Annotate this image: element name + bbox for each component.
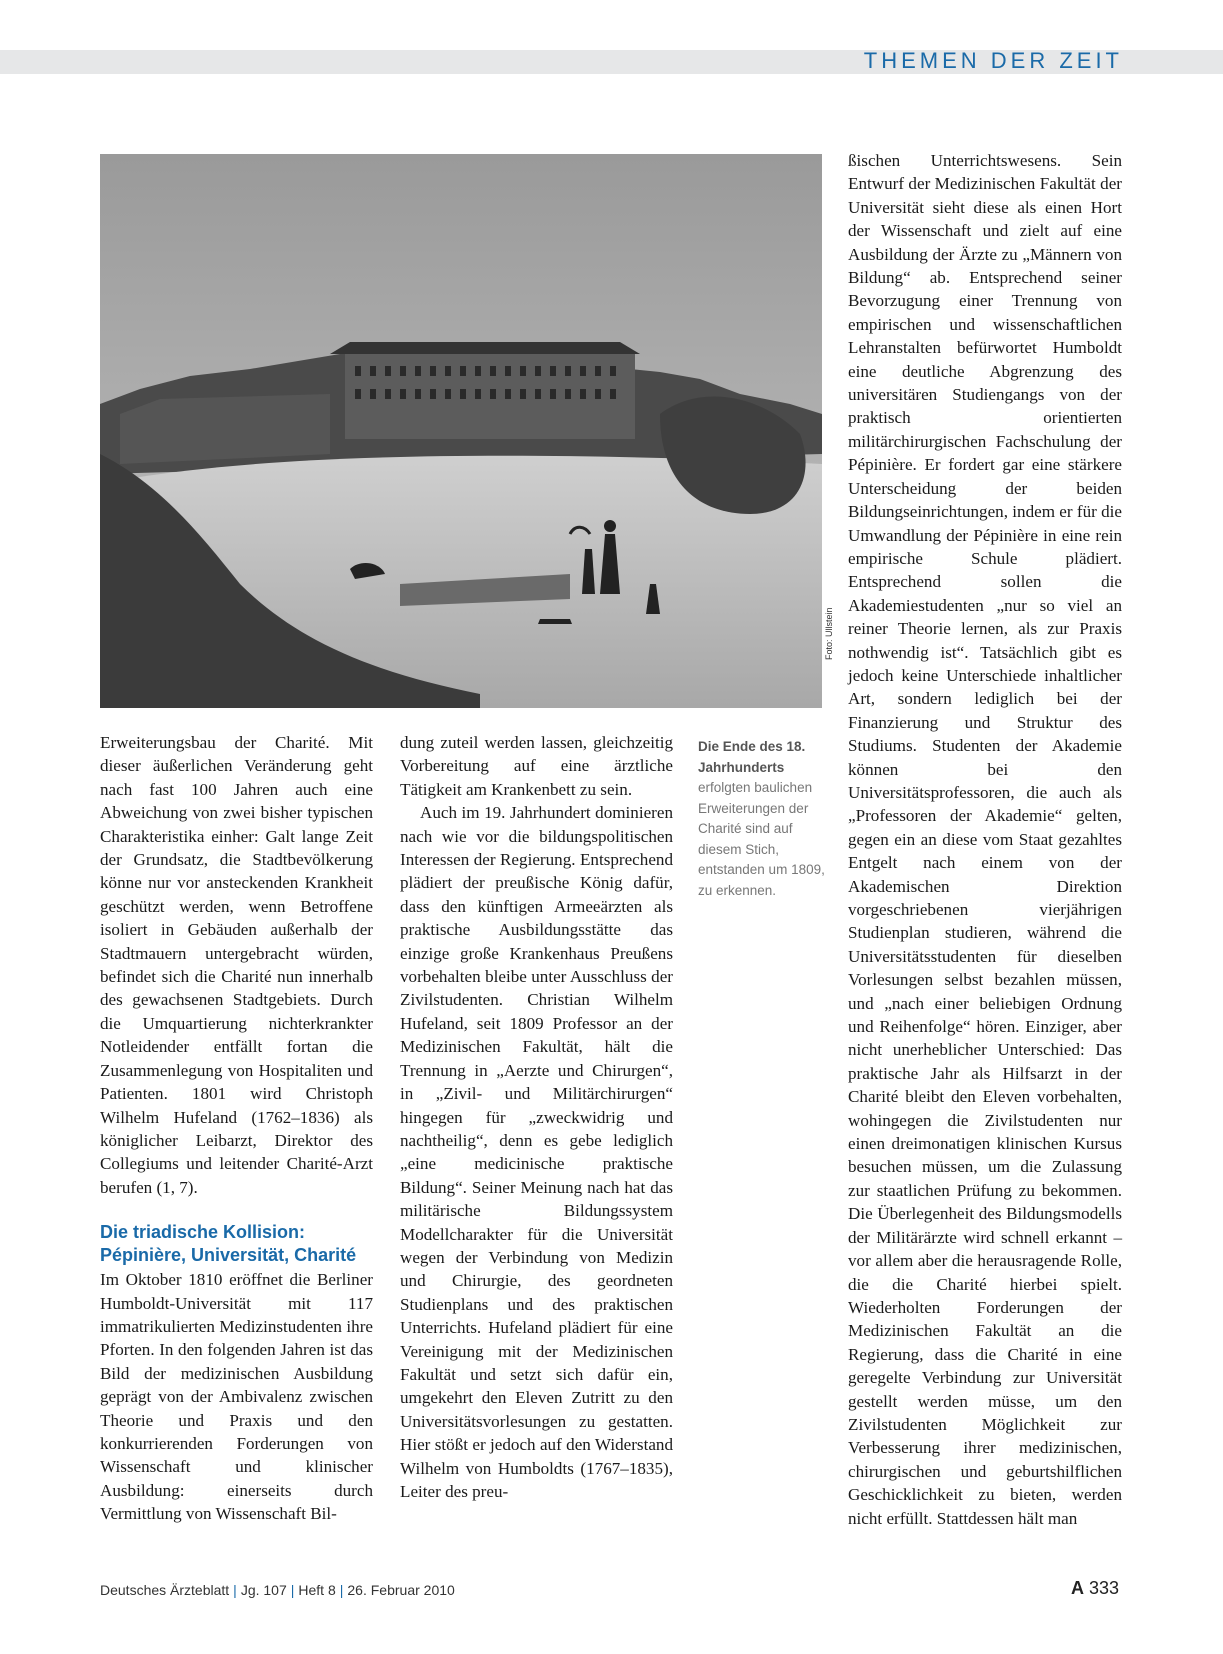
- paragraph: ßischen Unterrichtswesens. Sein Entwurf der Medizinischen Fakultät der Universität sieht diese als einen Hort der Wissenschaft und zielt auf eine Ausbildung der Ärzte zu „Männern von Bildung“ ab. Entsprechend seiner Bevorzugung einer Trennung von empirischen und wissenschaftlichen Lehranstalten befürwortet Humboldt eine deutliche Abgrenzung des universitären Studiengangs von der praktisch orientierten militärchirurgischen Fachschulung der Pépinière. Er fordert gar eine stärkere Unterscheidung der beiden Bildungseinrichtungen, indem er für die Umwandlung der Pépinière in eine rein empirische Schule plädiert. Entsprechend sollen die Akademiestudenten „nur so viel an reiner Theorie lernen, als zur Praxis nothwendig ist“. Tatsächlich gibt es jedoch keine Unterschiede inhaltlicher Art, sondern lediglich bei der Finanzierung und Struktur des Studiums. Studenten der Akademie können bei den Universitätsprofessoren, die auch als „Professoren der Akademie“ gelten, gegen ein an diese vom Staat gezahltes Entgelt nach einem von der Akademischen Direktion vorgeschriebenen vierjährigen Studienplan studieren, während die Universitätsstudenten für dieselben Vorlesungen selbst bezahlen müssen, und „nach einer beliebigen Ordnung und Reihenfolge“ hören. Einziger, aber nicht unerheblicher Unterschied: Das praktische Jahr als Hilfsarzt in der Charité bleibt den Eleven vorbehalten, wohingegen die Zivilstudenten nur einen dreimonatigen klinischen Kursus besuchen müssen, um die Zulassung zur staatlichen Prüfung zu bekommen. Die Überlegenheit des Bildungsmodells der Militärärzte wird schnell erkannt – vor allem aber die herausragende Rolle, die die Charité hierbei spielt. Wiederholten Forderungen der Medizinischen Fakultät an die Regierung, dass die Charité in eine geregelte Verbindung zur Universität gestellt werden müsse, um den Zivilstudenten Möglichkeit zur Verbesserung ihrer medizinischen, chirurgischen und geburtshilflichen Geschicklichkeit zu bieten, werden nicht erfüllt. Stattdessen hält man: [848, 151, 1122, 1528]
- footer: [100, 1582, 455, 1598]
- subheading-line-2: Pépinière, Universität, Charité: [100, 1245, 357, 1266]
- journal-name: Deutsches Ärzteblatt: [100, 1582, 230, 1598]
- footer-separator: |: [233, 1582, 237, 1598]
- paragraph: Auch im 19. Jahrhundert dominieren nach wie vor die bildungspolitischen Interessen der Regierung. Entsprechend plädiert der preußische König dafür, dass den künftigen Armeeärzten als praktische Ausbildungsstätte das einzige große Krankenhaus Preußens vorbehalten bleibe unter Ausschluss der Zivilstudenten. Christian Wilhelm Hufeland, seit 1809 Professor an der Medizinischen Fakultät, hält die Trennung in „Aerzte und Chirurgen“, in „Zivil- und Militärchirurgen“ hingegen für „zweckwidrig und nachtheilig“, denn es gebe lediglich „eine medicinische praktische Bildung“. Seiner Meinung nach hat das militärische Bildungssystem Modellcharakter für die Universität wegen der Verbindung von Medizin und Chirurgie, des geordneten Studienplans und des praktischen Unterrichts. Hufeland plädiert für eine Vereinigung mit der Medizinischen Fakultät und setzt sich dafür ein, umgekehrt den Eleven Zutritt zu den Universitätsvorlesungen zu gestatten. Hier stößt er jedoch auf den Widerstand Wilhelm von Humboldts (1767–1835), Leiter des preu-: [400, 803, 673, 1501]
- engraving-image: [100, 154, 822, 708]
- column-2: [400, 731, 673, 1503]
- footer-separator: |: [339, 1582, 344, 1598]
- column-3: [848, 149, 1122, 1530]
- footer-separator: |: [290, 1582, 295, 1598]
- issue-date: 26. Februar 2010: [347, 1582, 455, 1598]
- column-1: [100, 731, 373, 1526]
- photo-credit: Foto: Ullstein: [824, 607, 834, 660]
- page-number: [1071, 1578, 1119, 1599]
- journal-issue: Heft 8: [298, 1582, 336, 1598]
- journal-volume: Jg. 107: [240, 1582, 287, 1598]
- page-prefix: A: [1070, 1578, 1084, 1598]
- caption-heading: Die Ende des 18. Jahrhunderts: [698, 739, 806, 775]
- subheading-line-1: Die triadische Kollision:: [100, 1222, 306, 1243]
- page-number-value: 333: [1088, 1578, 1119, 1598]
- section-title: THEMEN DER ZEIT: [863, 48, 1123, 73]
- paragraph: dung zuteil werden lassen, gleichzeitig Vorbereitung auf eine ärztliche Tätigkeit am Krankenbett zu sein.: [400, 733, 673, 799]
- image-caption: [698, 737, 828, 901]
- charite-engraving: [100, 154, 822, 708]
- paragraph: Erweiterungsbau der Charité. Mit dieser äußerlichen Veränderung geht nach fast 100 Jahren auch eine Abweichung von zwei bisher typischen Charakteristika einher: Galt lange Zeit der Grundsatz, die Stadtbevölkerung könne nur vor ansteckenden Krankheit geschützt werden, wenn Betroffene isoliert in Gebäuden außerhalb der Stadtmauern untergebracht würden, befindet sich die Charité nun innerhalb des gewachsenen Stadtgebiets. Durch die Umquartierung nichterkrankter Notleidender entfällt fortan die Zusammenlegung von Hospitaliten und Patienten. 1801 wird Christoph Wilhelm Hufeland (1762–1836) als königlicher Leibarzt, Direktor des Collegiums und leitender Charité-Arzt berufen (1, 7).: [100, 733, 373, 1197]
- subheading: [100, 1221, 373, 1267]
- paragraph: Im Oktober 1810 eröffnet die Berliner Humboldt-Universität mit 117 immatrikulierten Medizinstudenten ihre Pforten. In den folgenden Jahren ist das Bild der medizinischen Ausbildung geprägt von der Ambivalenz zwischen Theorie und Praxis und den konkurrierenden Forderungen von Wissenschaft und klinischer Ausbildung: einerseits durch Vermittlung von Wissenschaft Bil-: [100, 1270, 373, 1524]
- caption-text: erfolgten baulichen Erweiterungen der Charité sind auf diesem Stich, entstanden um 1809, zu erkennen.: [698, 780, 825, 898]
